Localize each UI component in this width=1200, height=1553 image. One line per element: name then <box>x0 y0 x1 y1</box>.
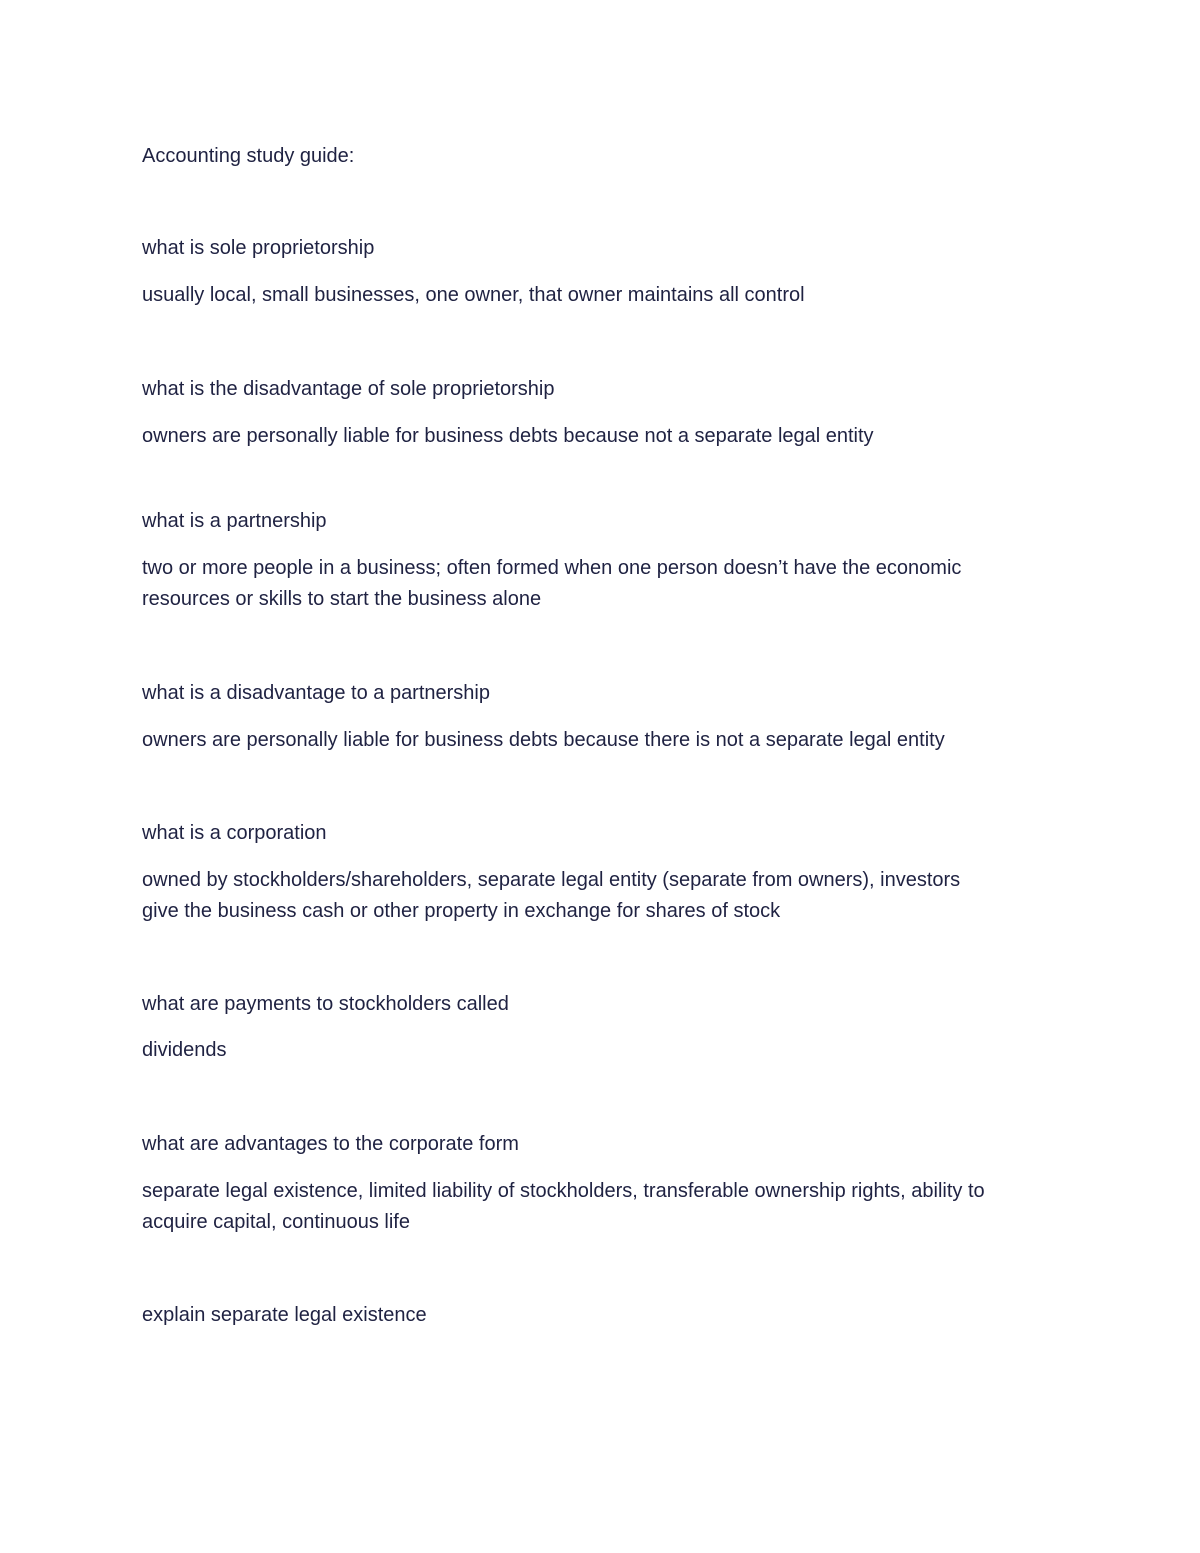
question-5: what is a corporation <box>142 822 327 844</box>
answer-3-line-1: two or more people in a business; often formed when one person doesn’t have the economic <box>142 557 962 579</box>
question-6: what are payments to stockholders called <box>142 993 509 1015</box>
question-1: what is sole proprietorship <box>142 237 375 259</box>
answer-7-line-1: separate legal existence, limited liability of stockholders, transferable ownership rights, ability to <box>142 1180 985 1202</box>
answer-3-line-2: resources or skills to start the business alone <box>142 588 542 610</box>
answer-7-line-2: acquire capital, continuous life <box>142 1211 410 1233</box>
question-3: what is a partnership <box>142 510 327 532</box>
question-8: explain separate legal existence <box>142 1304 427 1326</box>
answer-5-line-1: owned by stockholders/shareholders, separate legal entity (separate from owners), investors <box>142 869 961 891</box>
answer-6-line-1: dividends <box>142 1039 227 1061</box>
question-2: what is the disadvantage of sole proprietorship <box>142 378 555 400</box>
question-4: what is a disadvantage to a partnership <box>142 682 490 704</box>
document-title: Accounting study guide: <box>142 145 355 167</box>
answer-4-line-1: owners are personally liable for business debts because there is not a separate legal entity <box>142 729 945 751</box>
question-7: what are advantages to the corporate form <box>142 1133 519 1155</box>
answer-2-line-1: owners are personally liable for business debts because not a separate legal entity <box>142 425 874 447</box>
answer-1-line-1: usually local, small businesses, one owner, that owner maintains all control <box>142 284 805 306</box>
answer-5-line-2: give the business cash or other property in exchange for shares of stock <box>142 900 781 922</box>
